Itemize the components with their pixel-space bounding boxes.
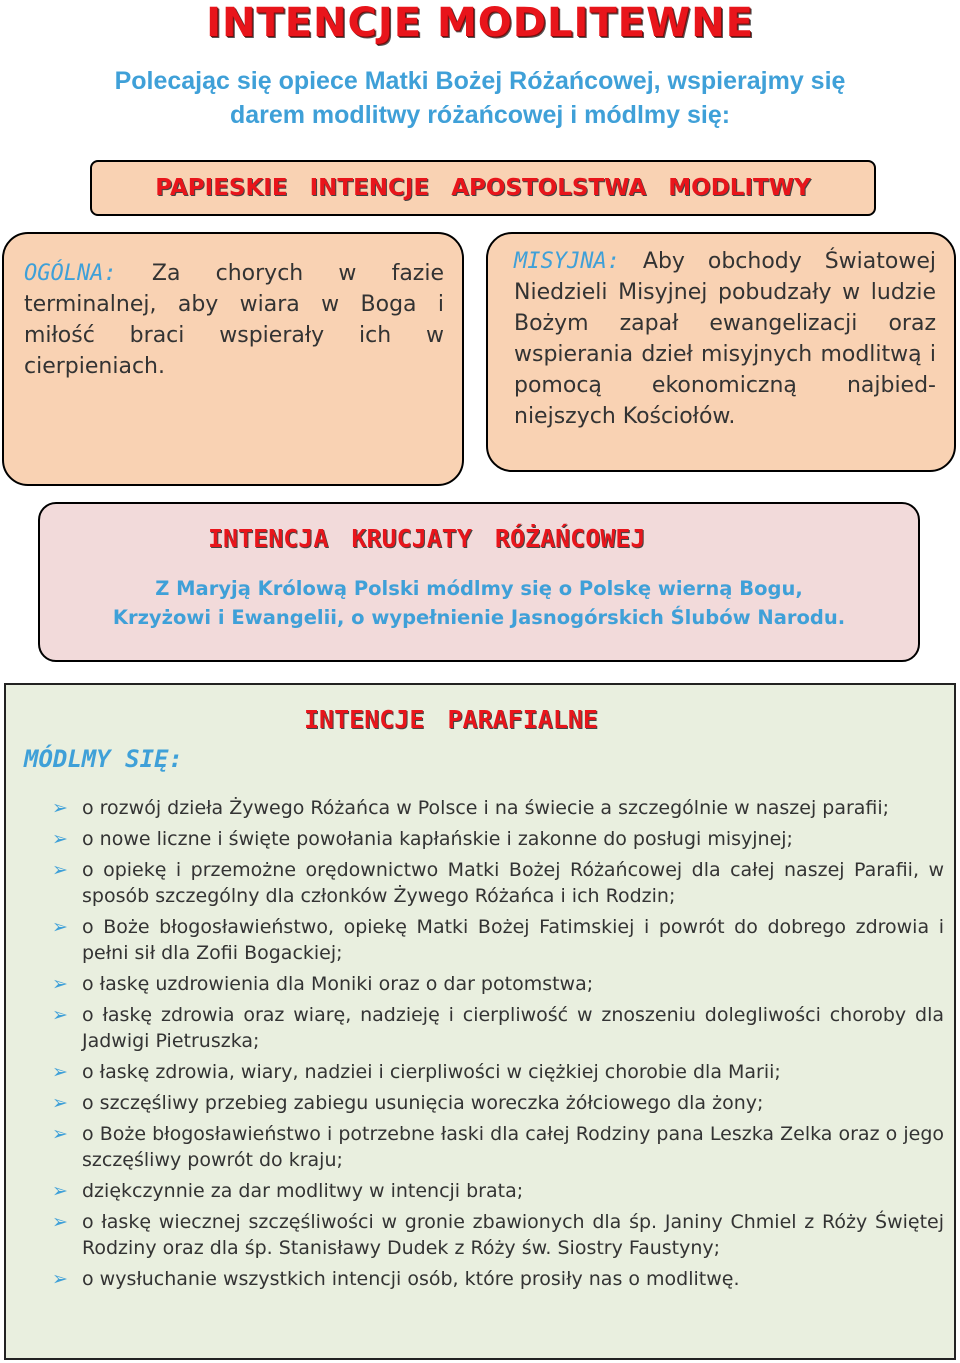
list-item-text: o Boże błogosławieństwo i potrzebne łaski dla całej Rodziny pana Leszka Zelka oraz o jego szczęśliwy powrót do kraju; (82, 1123, 944, 1171)
arrow-bullet-icon: ➢ (52, 1180, 68, 1202)
papal-intentions-heading: PAPIESKIE INTENCJE APOSTOLSTWA MODLITWY (155, 175, 811, 201)
list-item-text: o opiekę i przemożne orędownictwo Matki Bożej Różańcowej dla całej naszej Parafii, w sposób szczególny dla członków Żywego Różańca i ich Rodzin; (82, 859, 944, 907)
mission-intention-text-block (514, 246, 936, 432)
page-title: INTENCJE MODLITEWNE (206, 0, 754, 46)
parish-intentions-box (4, 683, 956, 1360)
subtitle-line-1: Polecając się opiece Matki Bożej Różańcowej, wspierajmy się (114, 67, 846, 95)
list-item-text: o łaskę zdrowia, wiary, nadziei i cierpliwości w ciężkiej chorobie dla Marii; (82, 1061, 781, 1083)
papal-intentions-heading-box (90, 160, 876, 216)
mission-intention-box (486, 232, 956, 472)
rosary-crusade-line-2: Krzyżowi i Ewangelii, o wypełnienie Jasnogórskich Ślubów Narodu. (112, 606, 846, 629)
arrow-bullet-icon: ➢ (52, 797, 68, 819)
list-item-text: o nowe liczne i święte powołania kapłańskie i zakonne do posługi misyjnej; (82, 828, 793, 850)
list-item (48, 1178, 944, 1204)
list-item-text: o Boże błogosławieństwo, opiekę Matki Bożej Fatimskiej i powrót do dobrego zdrowia i pełni sił dla Zofii Bogackiej; (82, 916, 944, 964)
parish-intentions-list (48, 795, 944, 1297)
general-intention-label: OGÓLNA: (24, 261, 117, 286)
list-item (48, 914, 944, 966)
general-intention-box (2, 232, 464, 486)
list-item-text: o wysłuchanie wszystkich intencji osób, które prosiły nas o modlitwę. (82, 1268, 740, 1290)
rosary-crusade-heading: INTENCJA KRUCJATY RÓŻAŃCOWEJ (208, 524, 646, 553)
arrow-bullet-icon: ➢ (52, 1123, 68, 1145)
pray-label: MÓDLMY SIĘ: (24, 745, 183, 773)
list-item (48, 1266, 944, 1292)
rosary-crusade-text (40, 574, 918, 632)
list-item (48, 795, 944, 821)
list-item (48, 1209, 944, 1261)
list-item (48, 1121, 944, 1173)
arrow-bullet-icon: ➢ (52, 828, 68, 850)
list-item-text: o szczęśliwy przebieg zabiegu usunięcia woreczka żółciowego dla żony; (82, 1092, 764, 1114)
arrow-bullet-icon: ➢ (52, 1092, 68, 1114)
list-item (48, 857, 944, 909)
arrow-bullet-icon: ➢ (52, 1211, 68, 1233)
list-item-text: o łaskę uzdrowienia dla Moniki oraz o dar potomstwa; (82, 973, 594, 995)
list-item (48, 826, 944, 852)
list-item-text: o łaskę wiecznej szczęśliwości w gronie zbawionych dla śp. Janiny Chmiel z Róży Świętej Rodziny oraz dla śp. Stanisławy Dudek z Róży św. Siostry Faustyny; (82, 1211, 944, 1259)
list-item-text: o rozwój dzieła Żywego Różańca w Polsce i na świecie a szczególnie w naszej parafii; (82, 797, 890, 819)
arrow-bullet-icon: ➢ (52, 859, 68, 881)
parish-intentions-heading: INTENCJE PARAFIALNE (304, 705, 598, 734)
list-item (48, 971, 944, 997)
rosary-crusade-line-1: Z Maryją Królową Polski módlmy się o Polskę wierną Bogu, (155, 577, 803, 600)
arrow-bullet-icon: ➢ (52, 1268, 68, 1290)
page-subtitle (20, 64, 940, 132)
list-item (48, 1002, 944, 1054)
list-item (48, 1090, 944, 1116)
mission-intention-text: Aby obchody Światowej Niedzieli Misyjnej pobudzały w ludzie Bożym zapał ewangelizacji oraz wspierania dzieł misyjnych modlitwą i pomocą ekonomiczną najbied-niejszych Kościołów. (514, 249, 936, 429)
arrow-bullet-icon: ➢ (52, 1004, 68, 1026)
list-item-text: dziękczynnie za dar modlitwy w intencji brata; (82, 1180, 524, 1202)
subtitle-line-2: darem modlitwy różańcowej i módlmy się: (229, 101, 731, 129)
rosary-crusade-box (38, 502, 920, 662)
arrow-bullet-icon: ➢ (52, 973, 68, 995)
general-intention-text: Za chorych w fazie terminalnej, aby wiara w Boga i miłość braci wspierały ich w cierpieniach. (24, 261, 444, 379)
list-item-text: o łaskę zdrowia oraz wiarę, nadzieję i cierpliwość w znoszeniu dolegliwości choroby dla Jadwigi Pietruszka; (82, 1004, 944, 1052)
list-item (48, 1059, 944, 1085)
arrow-bullet-icon: ➢ (52, 1061, 68, 1083)
general-intention-text-block (24, 258, 444, 382)
mission-intention-label: MISYJNA: (514, 249, 620, 274)
arrow-bullet-icon: ➢ (52, 916, 68, 938)
